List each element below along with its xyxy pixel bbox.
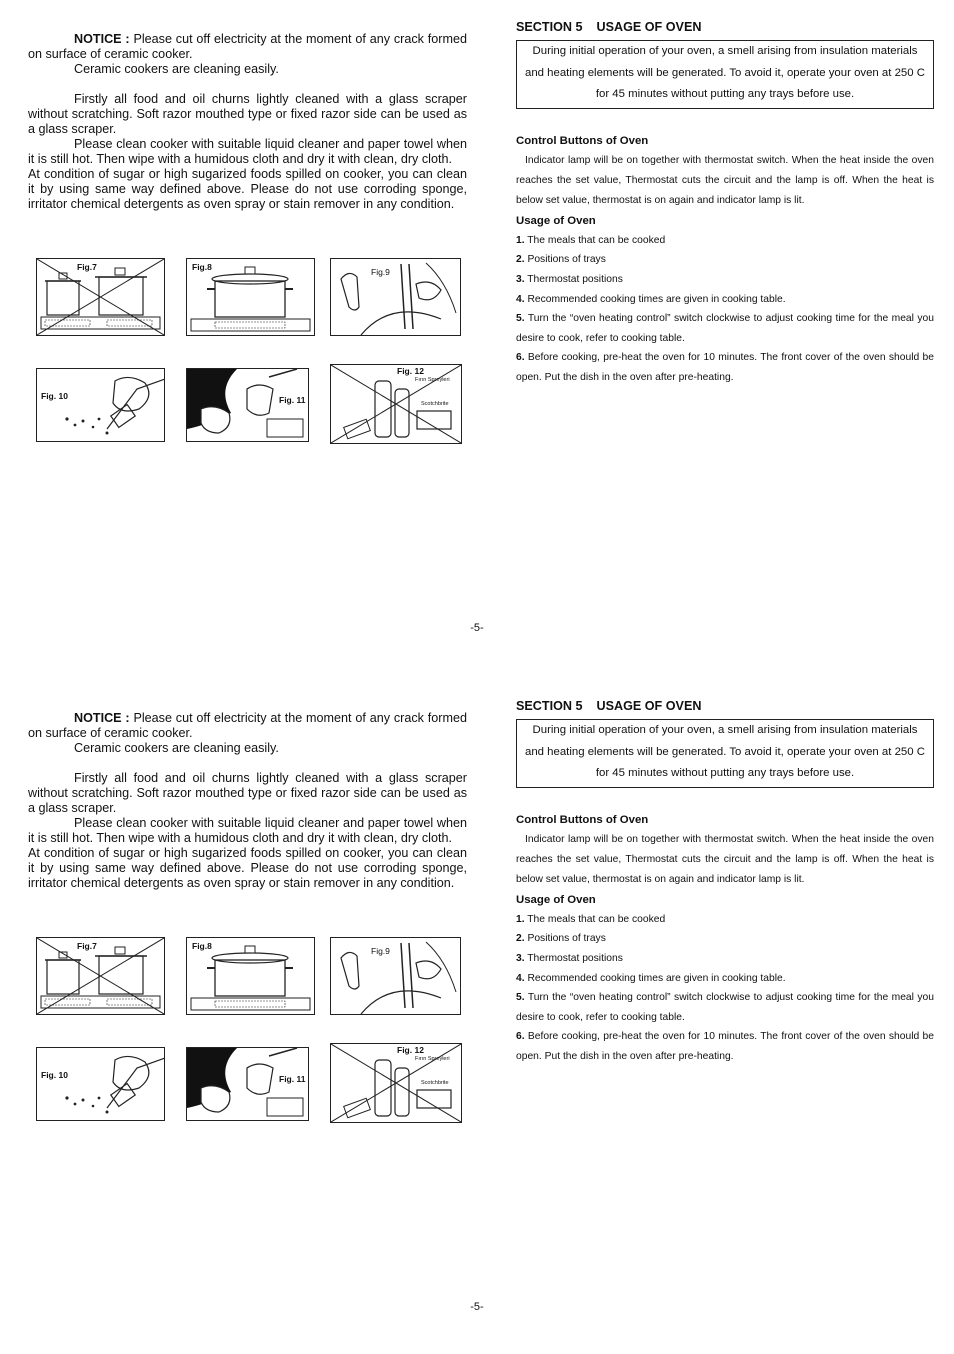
usage-item (516, 231, 934, 251)
usage-item (516, 290, 934, 310)
figure-label: Fig.7 (77, 262, 97, 272)
figure-8 (186, 258, 315, 336)
control-buttons-heading: Control Buttons of Oven (516, 813, 649, 826)
sponge-label: Scotchbrite (421, 1080, 449, 1086)
sugar-spill-paragraph: At condition of sugar or high sugarized foods spilled on cooker, you can clean it by using same way defined above. Please do not use corroding sponge, irritator chemical detergents as oven spray or stain remover in any condition. (28, 846, 467, 890)
figure-8 (186, 937, 315, 1015)
item-number: 1. (516, 234, 525, 246)
usage-of-oven-section (516, 697, 934, 1067)
figure-label: Fig. 10 (41, 1070, 68, 1080)
pouring-cleaner-illustration (331, 259, 460, 335)
liquid-cleaner-paragraph: Please clean cooker with suitable liquid cleaner and paper towel when it is still hot. Then wipe with a humidous cloth and dry it with clean, dry cloth. (28, 816, 467, 845)
item-text: The meals that can be cooked (524, 913, 666, 925)
figure-9 (330, 258, 461, 336)
item-number: 5. (516, 992, 525, 1004)
section-title: SECTION 5 USAGE OF OVEN (516, 699, 702, 713)
item-number: 3. (516, 952, 525, 964)
control-buttons-heading: Control Buttons of Oven (516, 134, 649, 147)
glass-scraper-illustration (37, 1048, 164, 1120)
figure-label: Fig. 10 (41, 391, 68, 401)
cleaning-instructions (28, 711, 467, 891)
usage-heading: Usage of Oven (516, 214, 596, 227)
pots-on-cooker-crossed-illustration (37, 259, 164, 335)
paragraph-gap (28, 77, 467, 92)
glass-scraper-illustration (37, 369, 164, 441)
liquid-cleaner-paragraph: Please clean cooker with suitable liquid cleaner and paper towel when it is still hot. Then wipe with a humidous cloth and dry it with clean, dry cloth. (28, 137, 467, 166)
item-text: Turn the “oven heating control” switch clockwise to adjust cooking time for the meal you desire to cook, refer to cooking table. (516, 992, 934, 1023)
manual-page (0, 679, 954, 1354)
item-text: Thermostat positions (524, 273, 623, 285)
usage-item (516, 929, 934, 949)
usage-item (516, 988, 934, 1027)
scraper-paragraph: Firstly all food and oil churns lightly cleaned with a glass scraper without scratching. Soft razor mouthed type or fixed razor side can be used as a glass scraper. (28, 771, 467, 815)
manual-page (0, 0, 954, 675)
figure-9 (330, 937, 461, 1015)
item-number: 2. (516, 254, 525, 266)
figure-12 (330, 1043, 462, 1123)
item-number: 4. (516, 972, 525, 984)
figure-label: Fig. 12 (397, 366, 424, 376)
item-text: The meals that can be cooked (524, 234, 666, 246)
ceramic-line: Ceramic cookers are cleaning easily. (74, 741, 279, 755)
item-number: 4. (516, 293, 525, 305)
sponge-label: Scotchbrite (421, 401, 449, 407)
figure-10 (36, 368, 165, 442)
notice-text: Please cut off electricity at the moment of any crack formed on surface of ceramic cooker. (28, 711, 467, 740)
item-text: Recommended cooking times are given in cooking table. (524, 293, 786, 305)
page-number: -5- (470, 622, 484, 634)
figure-grid (36, 258, 466, 444)
usage-list (516, 910, 934, 1067)
scraper-paragraph: Firstly all food and oil churns lightly cleaned with a glass scraper without scratching. Soft razor mouthed type or fixed razor side can be used as a glass scraper. (28, 92, 467, 136)
usage-item (516, 309, 934, 348)
notice-paragraph (28, 711, 467, 741)
usage-of-oven-section (516, 18, 934, 388)
figure-7 (36, 937, 165, 1015)
usage-item (516, 348, 934, 387)
pots-on-cooker-crossed-illustration (37, 938, 164, 1014)
item-text: Before cooking, pre-heat the oven for 10 minutes. The front cover of the oven should be open. Put the dish in the oven after pre-heating. (516, 352, 934, 383)
initial-operation-note: During initial operation of your oven, a smell arising from insulation materials and heating elements will be generated. To avoid it, operate your oven at 250 C for 45 minutes without putting any trays before use. (516, 719, 934, 788)
item-number: 2. (516, 933, 525, 945)
notice-label: NOTICE : (74, 32, 130, 46)
item-number: 5. (516, 313, 525, 325)
section-title: SECTION 5 USAGE OF OVEN (516, 20, 702, 34)
control-buttons-text: Indicator lamp will be on together with thermostat switch. When the heat inside the oven reaches the set value, Thermostat cuts the circuit and the lamp is off. When the heat is below set value, thermostat is on again and indicator lamp is lit. (516, 154, 934, 206)
figure-label: Fig.8 (192, 941, 212, 951)
item-number: 6. (516, 1031, 525, 1043)
figure-label: Fig. 11 (279, 1074, 306, 1084)
notice-label: NOTICE : (74, 711, 130, 725)
item-text: Before cooking, pre-heat the oven for 10 minutes. The front cover of the oven should be open. Put the dish in the oven after pre-heating. (516, 1031, 934, 1062)
figure-label: Fig.9 (371, 946, 390, 956)
figure-label: Fig.9 (371, 267, 390, 277)
item-number: 3. (516, 273, 525, 285)
wiping-cooker-illustration (187, 369, 308, 441)
figure-label: Fig. 12 (397, 1045, 424, 1055)
item-number: 6. (516, 352, 525, 364)
usage-item (516, 910, 934, 930)
figure-7 (36, 258, 165, 336)
figure-label: Fig. 11 (279, 395, 306, 405)
item-text: Positions of trays (524, 933, 606, 945)
usage-item (516, 270, 934, 290)
page-number: -5- (470, 1301, 484, 1313)
figure-grid (36, 937, 466, 1123)
spray-label: Fırın Spreyleri (415, 1056, 450, 1062)
ceramic-line: Ceramic cookers are cleaning easily. (74, 62, 279, 76)
usage-item (516, 949, 934, 969)
figure-label: Fig.7 (77, 941, 97, 951)
figure-10 (36, 1047, 165, 1121)
notice-text: Please cut off electricity at the moment of any crack formed on surface of ceramic cooker. (28, 32, 467, 61)
usage-heading: Usage of Oven (516, 893, 596, 906)
cleaning-instructions (28, 32, 467, 212)
usage-list (516, 231, 934, 388)
figure-label: Fig.8 (192, 262, 212, 272)
pouring-cleaner-illustration (331, 938, 460, 1014)
figure-11 (186, 1047, 309, 1121)
notice-paragraph (28, 32, 467, 62)
item-text: Turn the “oven heating control” switch clockwise to adjust cooking time for the meal you desire to cook, refer to cooking table. (516, 313, 934, 344)
figure-11 (186, 368, 309, 442)
item-text: Positions of trays (524, 254, 606, 266)
usage-item (516, 250, 934, 270)
spray-label: Fırın Spreyleri (415, 377, 450, 383)
spacer (516, 788, 934, 810)
figure-12 (330, 364, 462, 444)
initial-operation-note: During initial operation of your oven, a smell arising from insulation materials and heating elements will be generated. To avoid it, operate your oven at 250 C for 45 minutes without putting any trays before use. (516, 40, 934, 109)
control-buttons-text: Indicator lamp will be on together with thermostat switch. When the heat inside the oven reaches the set value, Thermostat cuts the circuit and the lamp is off. When the heat is below set value, thermostat is on again and indicator lamp is lit. (516, 833, 934, 885)
spacer (516, 109, 934, 131)
paragraph-gap (28, 756, 467, 771)
wiping-cooker-illustration (187, 1048, 308, 1120)
item-text: Recommended cooking times are given in cooking table. (524, 972, 786, 984)
item-text: Thermostat positions (524, 952, 623, 964)
item-number: 1. (516, 913, 525, 925)
sugar-spill-paragraph: At condition of sugar or high sugarized foods spilled on cooker, you can clean it by using same way defined above. Please do not use corroding sponge, irritator chemical detergents as oven spray or stain remover in any condition. (28, 167, 467, 211)
usage-item (516, 969, 934, 989)
usage-item (516, 1027, 934, 1066)
